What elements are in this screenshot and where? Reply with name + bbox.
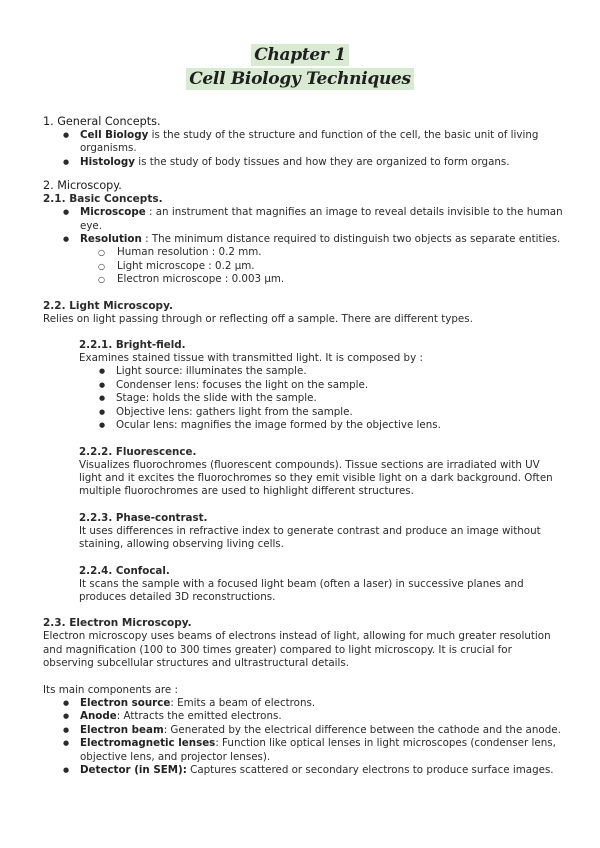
components-intro: Its main components are : bbox=[43, 683, 178, 696]
section-2-2-4-heading: 2.2.4. Confocal. bbox=[79, 564, 170, 577]
list-item bbox=[43, 206, 563, 233]
list-item bbox=[43, 764, 563, 777]
section-2-2-3-heading: 2.2.3. Phase-contrast. bbox=[79, 511, 208, 524]
basic-concepts-list bbox=[43, 206, 563, 286]
definition: : Generated by the electrical difference between the cathode and the anode. bbox=[163, 723, 561, 736]
list-item bbox=[43, 710, 563, 723]
list-item bbox=[43, 129, 563, 156]
list-item: ○ Human resolution : 0.2 mm. bbox=[43, 246, 563, 259]
term: Electron source bbox=[80, 696, 171, 709]
list-item: ○ Light microscope : 0.2 µm. bbox=[43, 260, 563, 273]
term: Cell Biology bbox=[80, 129, 149, 141]
term: Electron beam bbox=[80, 723, 164, 736]
list-item: ● Objective lens: gathers light from the sample. bbox=[79, 406, 563, 419]
section-2-2-1-heading: 2.2.1. Bright-field. bbox=[79, 339, 186, 352]
title-line-1-wrap bbox=[0, 44, 600, 66]
list-item bbox=[43, 737, 563, 764]
term: Histology bbox=[80, 155, 135, 168]
title-line-2-wrap bbox=[0, 68, 600, 90]
bright-field-text: Examines stained tissue with transmitted light. It is composed by : bbox=[79, 352, 423, 365]
confocal-text: It scans the sample with a focused light beam (often a laser) in successive planes and produces detailed 3D reconstructions. bbox=[79, 577, 524, 603]
fluorescence-text: Visualizes fluorochromes (fluorescent compounds). Tissue sections are irradiated with UV light and it excites the fluorochromes so they emit visible light on a dark background. Often multiple fluorochromes are used to highlight different structures. bbox=[79, 458, 553, 498]
electron-microscopy-text: Electron microscopy uses beams of electrons instead of light, allowing for much greater resolution and magnification (100 to 300 times greater) compared to light microscopy. It is crucial for observing subcellular structures and ultrastructural details. bbox=[43, 630, 551, 670]
term: Anode bbox=[80, 710, 117, 723]
section-2-2-heading: 2.2. Light Microscopy. bbox=[43, 299, 173, 312]
list-item bbox=[43, 724, 563, 737]
list-item bbox=[43, 156, 563, 169]
chapter-subtitle: Cell Biology Techniques bbox=[186, 68, 414, 90]
term: Microscope bbox=[80, 206, 146, 219]
section-2-2-2-heading: 2.2.2. Fluorescence. bbox=[79, 445, 197, 458]
term: Electromagnetic lenses bbox=[80, 737, 216, 750]
light-microscopy-intro: Relies on light passing through or reflecting off a sample. There are different types. bbox=[43, 312, 473, 325]
electron-components-list bbox=[43, 697, 563, 777]
term: Resolution bbox=[80, 233, 142, 246]
list-item bbox=[43, 697, 563, 710]
section-2-1-heading: 2.1. Basic Concepts. bbox=[43, 193, 163, 206]
list-item: ○ Electron microscope : 0.003 µm. bbox=[43, 273, 563, 286]
definition: : Attracts the emitted electrons. bbox=[116, 710, 282, 723]
definition: : Emits a beam of electrons. bbox=[170, 696, 316, 709]
definition: : an instrument that magnifies an image to reveal details invisible to the human eye. bbox=[80, 206, 563, 232]
chapter-title: Chapter 1 bbox=[251, 44, 348, 66]
general-concepts-list bbox=[43, 129, 563, 169]
list-item: ● Condenser lens: focuses the light on the sample. bbox=[79, 379, 563, 392]
list-item: ● Stage: holds the slide with the sample. bbox=[79, 392, 563, 405]
definition: : Function like optical lenses in light microscopes (condenser lens, objective lens, and projector lenses). bbox=[80, 737, 556, 763]
definition: is the study of the structure and function of the cell, the basic unit of living organisms. bbox=[80, 129, 539, 155]
section-2-heading: 2. Microscopy. bbox=[43, 179, 122, 193]
bright-field-list bbox=[79, 365, 563, 432]
phase-contrast-text: It uses differences in refractive index to generate contrast and produce an image without staining, allowing observing living cells. bbox=[79, 524, 541, 551]
definition: is the study of body tissues and how they are organized to form organs. bbox=[134, 155, 510, 168]
section-1-heading: 1. General Concepts. bbox=[43, 115, 161, 128]
list-item: ● Light source: illuminates the sample. bbox=[79, 365, 563, 378]
list-item: ● Ocular lens: magnifies the image formed by the objective lens. bbox=[79, 419, 563, 432]
term: Detector (in SEM): bbox=[80, 764, 187, 776]
document-body bbox=[43, 115, 563, 777]
definition: : The minimum distance required to distinguish two objects as separate entities. bbox=[141, 233, 561, 246]
resolution-list bbox=[43, 246, 563, 286]
light-subsections bbox=[43, 339, 563, 604]
definition: Captures scattered or secondary electrons to produce surface images. bbox=[186, 764, 554, 776]
list-item bbox=[43, 233, 563, 287]
section-2-3-heading: 2.3. Electron Microscopy. bbox=[43, 617, 192, 630]
